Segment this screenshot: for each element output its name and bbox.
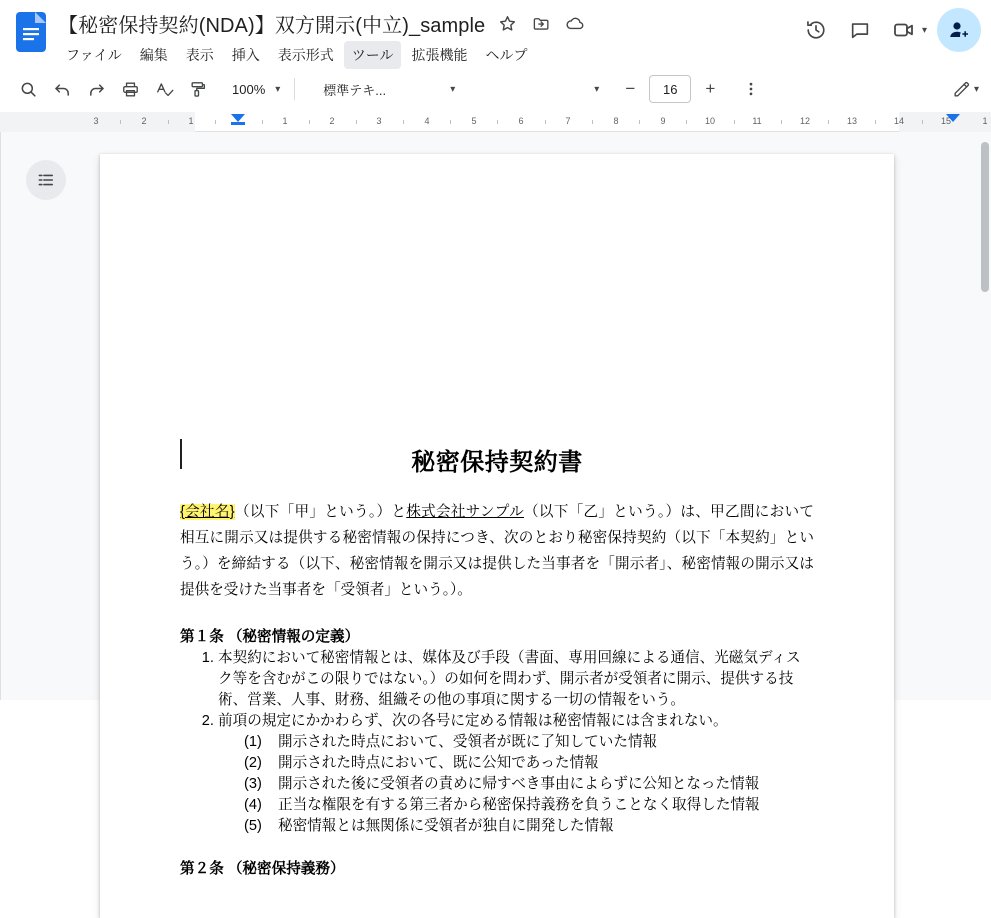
sub-text: 開示された時点において、受領者が既に了知していた情報 xyxy=(278,734,658,750)
list-item xyxy=(244,753,814,774)
menu-edit[interactable]: 編集 xyxy=(139,47,168,63)
docs-file-icon[interactable] xyxy=(14,10,48,54)
list-item xyxy=(244,732,814,753)
document-outline-button[interactable] xyxy=(26,160,66,200)
ruler-label: 5 xyxy=(471,116,477,126)
sub-text: 秘密情報とは無関係に受領者が独自に開発した情報 xyxy=(278,818,614,834)
ruler-label: 15 xyxy=(940,116,952,126)
menu-view[interactable]: 表示 xyxy=(185,47,214,63)
comment-history-icon[interactable] xyxy=(840,10,880,50)
article-1-item-2: 2. 前項の規定にかかわらず、次の各号に定める情報は秘密情報には含まれない。 xyxy=(218,713,728,729)
intro-after-company: （以下「甲」という。）と xyxy=(234,504,407,520)
heading-text: 秘密保持契約書 xyxy=(411,449,583,476)
ruler-offpage-left xyxy=(0,112,100,132)
star-icon[interactable] xyxy=(495,11,519,35)
left-indent-marker[interactable] xyxy=(231,114,245,122)
sub-number: (1) xyxy=(244,734,262,750)
article-1-list xyxy=(180,648,814,837)
menu-tools[interactable]: ツール xyxy=(344,41,402,69)
ruler-label: 9 xyxy=(660,116,666,126)
list-item xyxy=(244,795,814,816)
text-cursor xyxy=(180,439,182,469)
toolbar xyxy=(0,66,991,112)
list-item xyxy=(244,816,814,837)
ruler-label: 2 xyxy=(329,116,335,126)
list-item xyxy=(218,648,814,711)
paragraph-style-selector[interactable] xyxy=(313,75,463,103)
ruler-label: 3 xyxy=(376,116,382,126)
sub-text: 正当な権限を有する第三者から秘密保持義務を負うことなく取得した情報 xyxy=(278,797,760,813)
ruler-label: 13 xyxy=(846,116,858,126)
menu-file[interactable]: ファイル xyxy=(66,47,122,63)
spellcheck-icon[interactable] xyxy=(148,73,180,105)
ruler-inner xyxy=(0,112,991,132)
document-title[interactable]: 【秘密保持契約(NDA)】双方開示(中立)_sample xyxy=(58,14,486,37)
toolbar-divider xyxy=(294,78,295,100)
editing-mode-caret-icon[interactable]: ▾ xyxy=(973,83,979,95)
ruler-label: 6 xyxy=(518,116,524,126)
sub-text: 開示された時点において、既に公知であった情報 xyxy=(278,755,599,771)
sub-text: 開示された後に受領者の責めに帰すべき事由によらずに公知となった情報 xyxy=(278,776,760,792)
article-2-title: 第２条 （秘密保持義務） xyxy=(180,861,345,877)
menu-format[interactable]: 表示形式 xyxy=(277,47,334,63)
font-size-increase-button[interactable]: + xyxy=(705,79,716,98)
font-size-input[interactable]: 16 xyxy=(649,75,691,103)
ruler-label: 3 xyxy=(93,116,99,126)
ruler-label: 1 xyxy=(982,116,988,126)
sub-number: (4) xyxy=(244,797,262,813)
ruler-label: 1 xyxy=(282,116,288,126)
title-block xyxy=(58,6,796,69)
article-1-title: 第１条 （秘密情報の定義） xyxy=(180,629,360,645)
article-1-item-1: 1. 本契約において秘密情報とは、媒体及び手段（書面、専用回線による通信、光磁気ディスク等を含むがこの限りではない。）の如何を問わず、開示者が受領者に開示、提供する技術、営業、人事、財務、組織その他の事項に関する一切の情報をいう。 xyxy=(218,650,801,708)
zoom-selector[interactable] xyxy=(222,75,286,103)
paragraph-style-value: 標準テキ... xyxy=(323,82,387,98)
intro-paragraph xyxy=(180,499,814,603)
print-icon[interactable] xyxy=(114,73,146,105)
intro-rest: （以下「乙」という。）は、甲乙間において相互に開示又は提供する秘密情報の保持につき、次のとおり秘密保持契約（以下「本契約」という。）を締結する（以下、秘密情報を開示又は提供した当事者を「開示者」、秘密情報の開示又は提供を受けた当事者を「受領者」という。）。 xyxy=(180,504,815,598)
title-row xyxy=(58,6,796,40)
ruler-label: 14 xyxy=(893,116,905,126)
font-size-decrease-button[interactable]: − xyxy=(625,79,636,98)
company-placeholder: {会社名} xyxy=(180,504,235,520)
ruler-label: 10 xyxy=(704,116,716,126)
more-vertical-icon[interactable] xyxy=(735,73,767,105)
ruler-label: 12 xyxy=(799,116,811,126)
ruler-label: 4 xyxy=(424,116,430,126)
version-history-icon[interactable] xyxy=(796,10,836,50)
chevron-down-icon: ▾ xyxy=(594,83,600,95)
font-size-stepper xyxy=(617,75,723,103)
sub-number: (5) xyxy=(244,818,262,834)
ruler-label: 1 xyxy=(188,116,194,126)
counterparty-name: 株式会社サンプル xyxy=(406,504,524,520)
page-body xyxy=(100,154,894,918)
menu-insert[interactable]: 挿入 xyxy=(231,47,260,63)
list-item xyxy=(244,774,814,795)
chevron-down-icon: ▾ xyxy=(450,83,456,95)
document-page[interactable] xyxy=(100,154,894,918)
title-bar xyxy=(0,0,991,66)
paint-format-icon[interactable] xyxy=(182,73,214,105)
sub-number: (3) xyxy=(244,776,262,792)
undo-icon[interactable] xyxy=(46,73,78,105)
ruler[interactable] xyxy=(0,112,991,132)
ruler-label: 8 xyxy=(613,116,619,126)
canvas-left-edge xyxy=(0,132,1,700)
scrollbar-thumb[interactable] xyxy=(981,142,989,292)
search-icon[interactable] xyxy=(12,73,44,105)
redo-icon[interactable] xyxy=(80,73,112,105)
document-canvas[interactable] xyxy=(0,132,991,877)
menu-help[interactable]: ヘルプ xyxy=(485,47,528,63)
title-bar-actions xyxy=(796,8,981,52)
ruler-left-margin xyxy=(100,112,195,132)
vertical-scrollbar[interactable] xyxy=(979,132,991,700)
ruler-label: 2 xyxy=(141,116,147,126)
left-margin-bar[interactable] xyxy=(231,122,245,125)
chevron-down-icon: ▾ xyxy=(275,83,281,95)
font-selector[interactable] xyxy=(471,75,607,103)
move-to-folder-icon[interactable] xyxy=(529,11,553,35)
sub-number: (2) xyxy=(244,755,262,771)
ruler-label: 11 xyxy=(752,116,762,126)
share-button[interactable] xyxy=(937,8,981,52)
editing-mode-group xyxy=(946,73,979,105)
meet-caret-icon[interactable]: ▾ xyxy=(921,24,927,36)
meet-camera-icon[interactable] xyxy=(884,10,924,50)
ruler-label: 7 xyxy=(565,116,571,126)
cloud-saved-icon[interactable] xyxy=(563,11,587,35)
zoom-value: 100% xyxy=(232,81,266,97)
menu-extensions[interactable]: 拡張機能 xyxy=(411,47,468,63)
article-1-sublist xyxy=(218,732,814,837)
menu-bar xyxy=(58,41,796,69)
right-indent-marker[interactable] xyxy=(946,114,960,122)
list-item xyxy=(218,711,814,837)
document-heading xyxy=(180,442,814,477)
